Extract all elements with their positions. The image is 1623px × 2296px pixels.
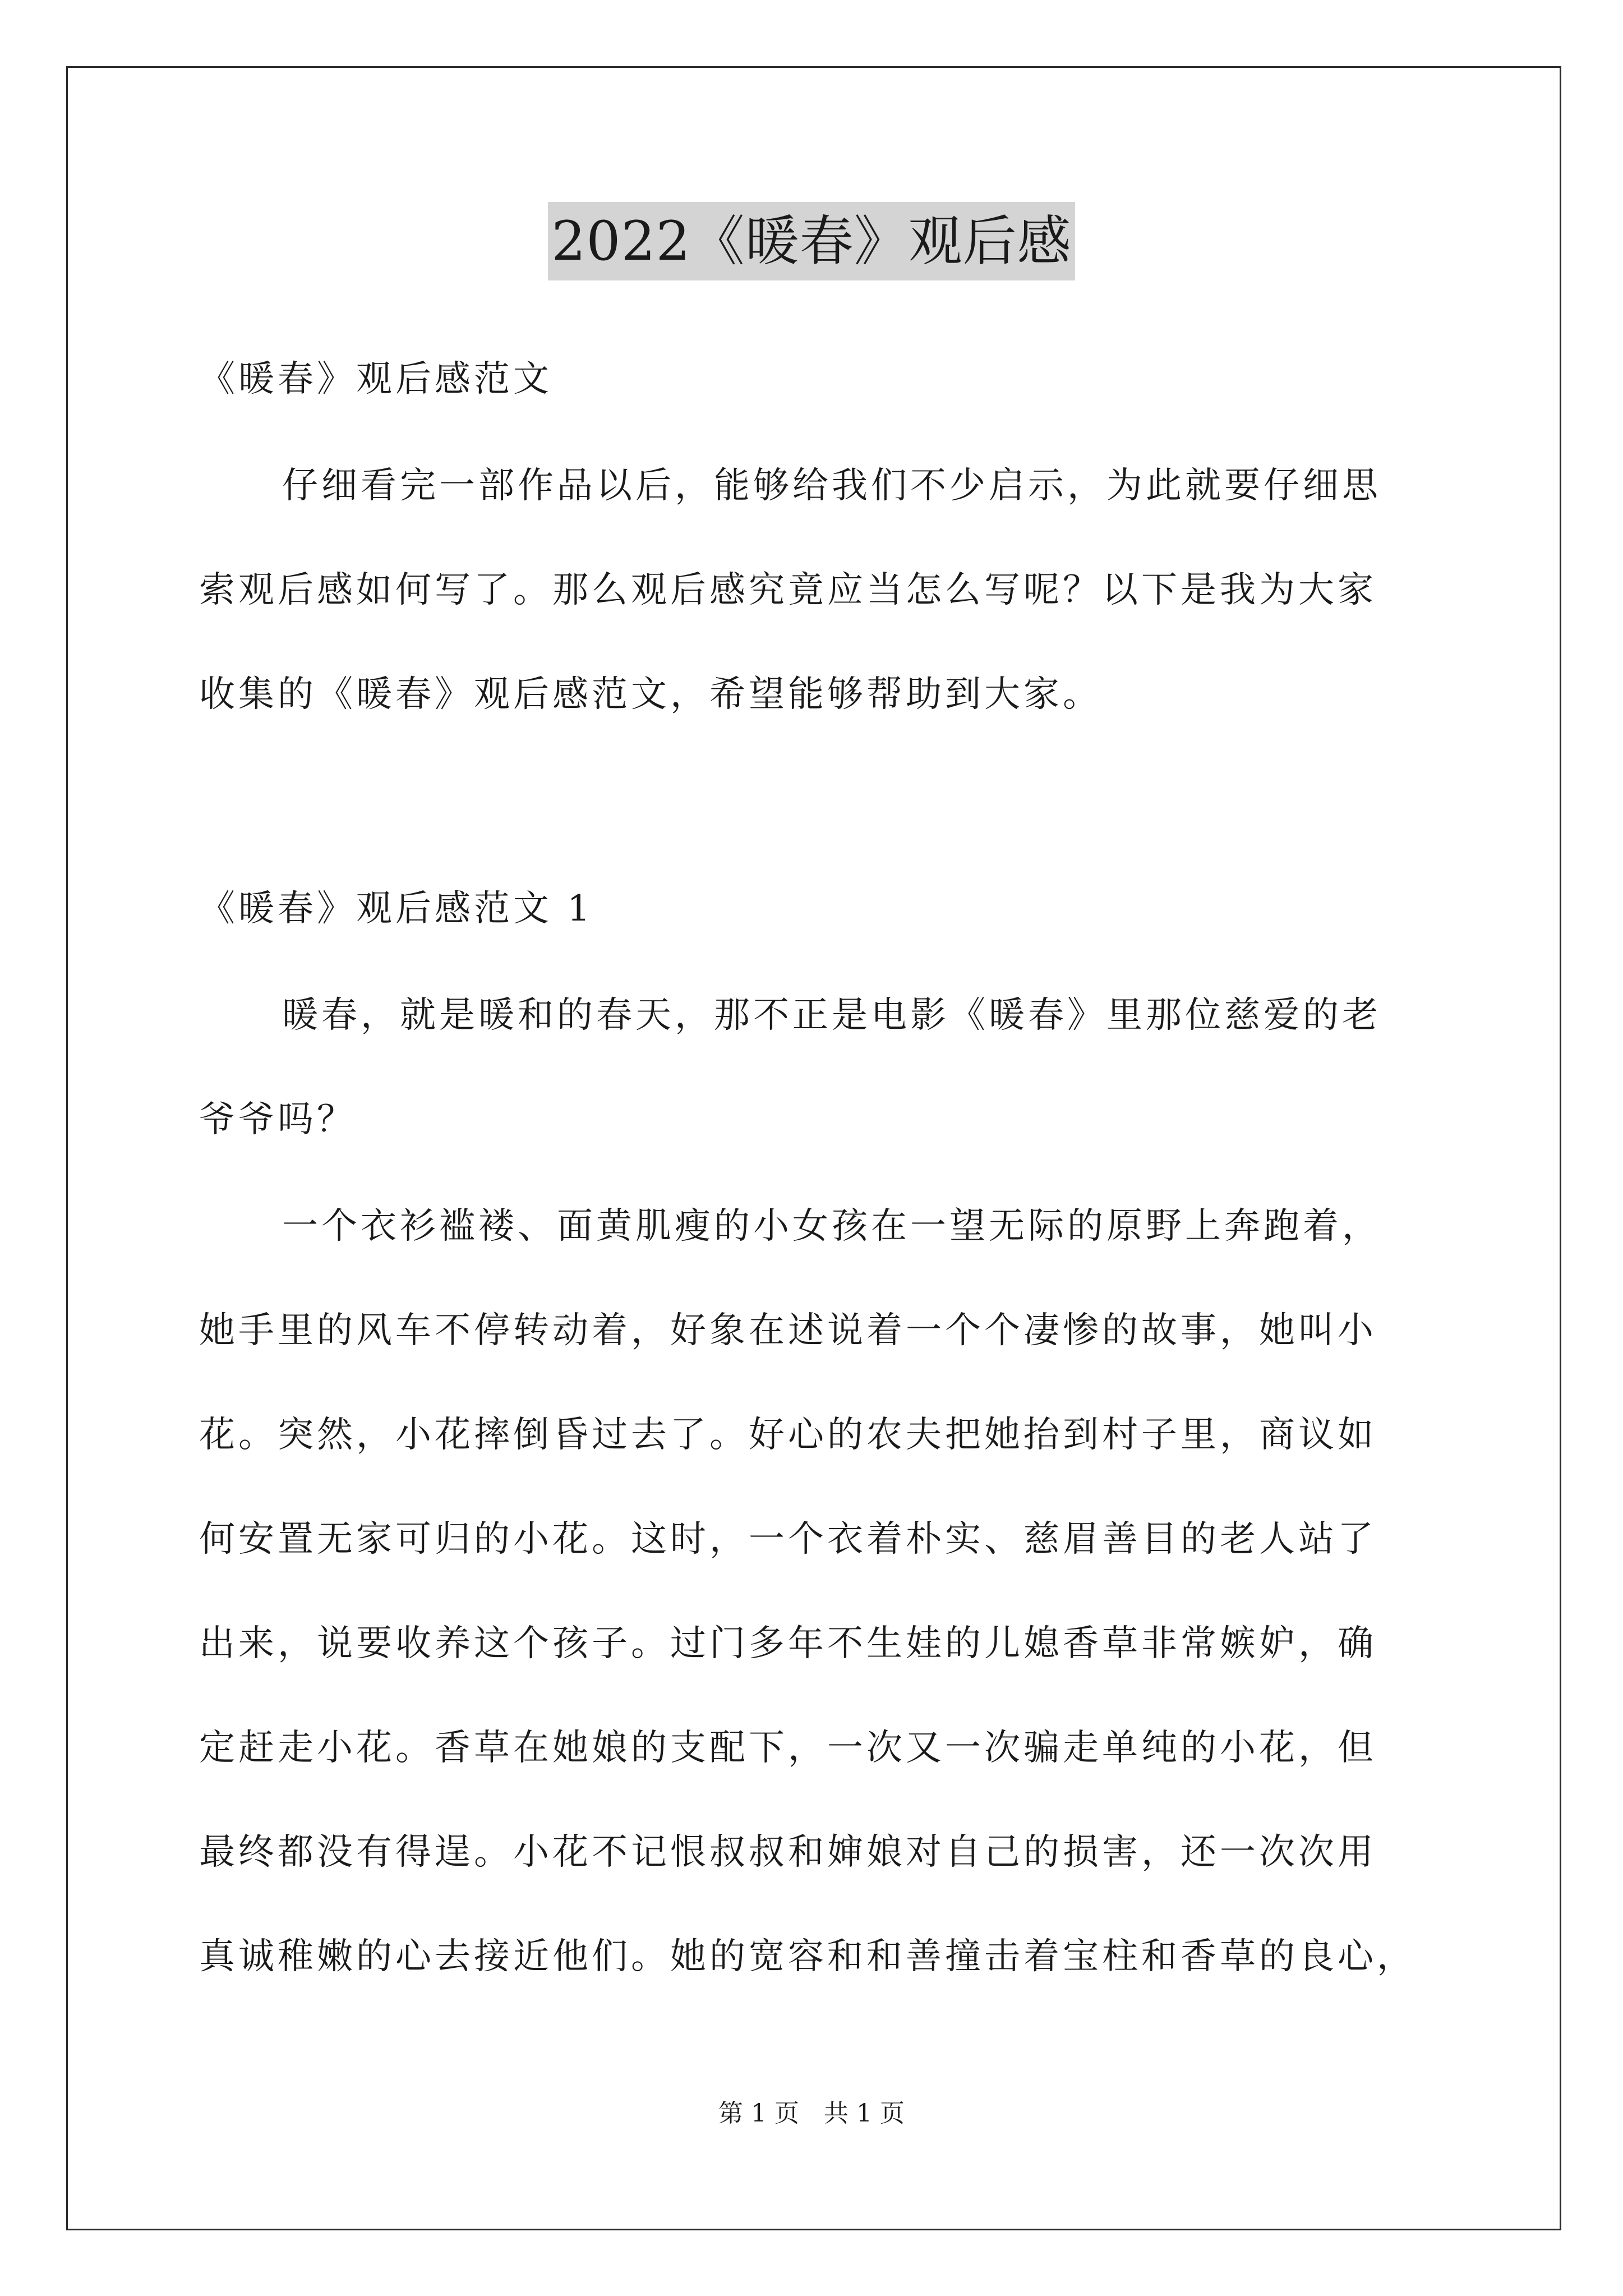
intro-line-1: 仔细看完一部作品以后，能够给我们不少启示，为此就要仔细思 bbox=[282, 465, 1381, 507]
section1-para2-line-2: 她手里的风车不停转动着，好象在述说着一个个凄惨的故事，她叫小 bbox=[199, 1310, 1377, 1351]
page-footer: 第 1 页 共 1 页 bbox=[718, 2099, 905, 2128]
section1-para2-line-4: 何安置无家可归的小花。这时，一个衣着朴实、慈眉善目的老人站了 bbox=[199, 1519, 1377, 1560]
section1-para1-line-2: 爷爷吗？ bbox=[199, 1099, 356, 1140]
section1-para2-line-7: 最终都没有得逞。小花不记恨叔叔和婶娘对自己的损害，还一次次用 bbox=[199, 1832, 1377, 1873]
intro-heading: 《暖春》观后感范文 bbox=[199, 358, 552, 400]
intro-line-2: 索观后感如何写了。那么观后感究竟应当怎么写呢？以下是我为大家 bbox=[199, 569, 1377, 611]
document-title: 2022《暖春》观后感 bbox=[548, 202, 1075, 280]
section1-para2-line-3: 花。突然，小花摔倒昏过去了。好心的农夫把她抬到村子里，商议如 bbox=[199, 1414, 1377, 1456]
section1-para2-line-8: 真诚稚嫩的心去接近他们。她的宽容和和善撞击着宝柱和香草的良心， bbox=[199, 1936, 1416, 1977]
intro-line-3: 收集的《暖春》观后感范文，希望能够帮助到大家。 bbox=[199, 674, 1102, 715]
section1-heading: 《暖春》观后感范文 1 bbox=[199, 888, 594, 930]
section1-para1-line-1: 暖春，就是暖和的春天，那不正是电影《暖春》里那位慈爱的老 bbox=[282, 995, 1381, 1036]
section1-para2-line-1: 一个衣衫褴褛、面黄肌瘦的小女孩在一望无际的原野上奔跑着， bbox=[282, 1205, 1381, 1247]
section1-para2-line-5: 出来，说要收养这个孩子。过门多年不生娃的儿媳香草非常嫉妒，确 bbox=[199, 1623, 1377, 1664]
section1-para2-line-6: 定赶走小花。香草在她娘的支配下，一次又一次骗走单纯的小花，但 bbox=[199, 1727, 1377, 1769]
title-container bbox=[0, 202, 1623, 280]
